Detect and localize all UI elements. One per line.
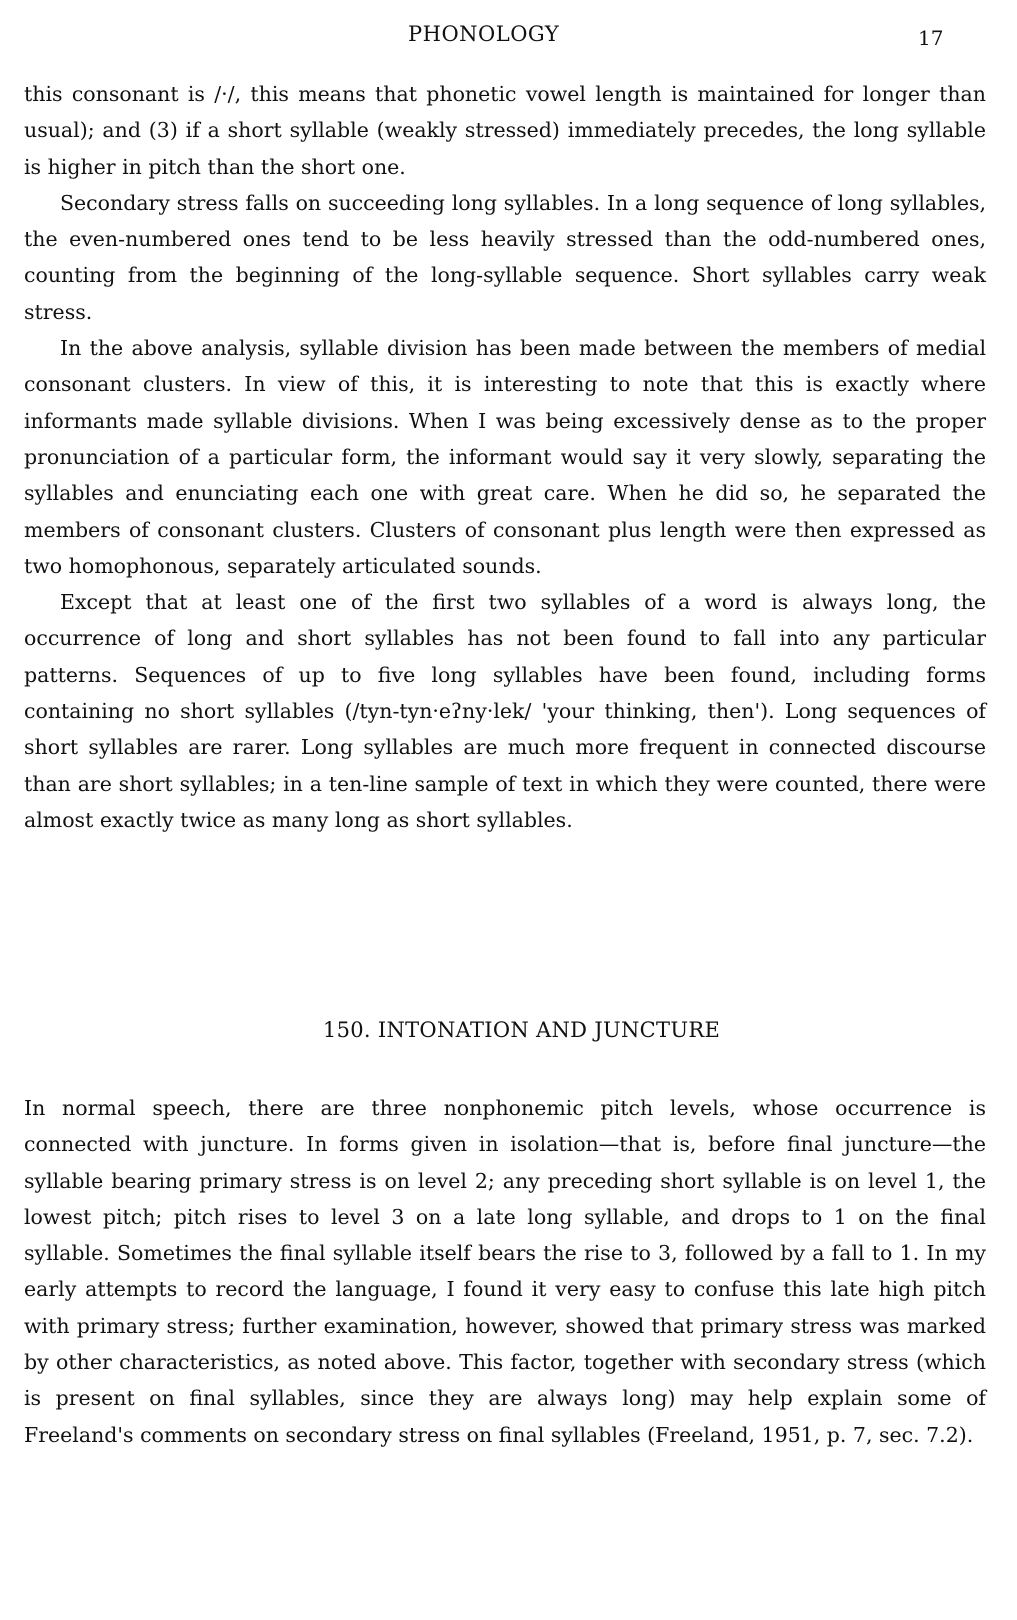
paragraph-syllable-patterns: Except that at least one of the first two syllables of a word is always long, the occurrence of long and short syllables has not been found to fall into any particular patterns. Sequences of up to five long syllables have been found, including forms containing no short syllables (/tyn-tyn·eʔny·lek/ 'your thinking, then'). Long sequences of short syllables are rarer. Long syllables are much more frequent in connected discourse than are short syllables; in a ten-line sample of text in which they were counted, there were almost exactly twice as many long as short syllables. xyxy=(24,590,986,832)
paragraph-intonation: In normal speech, there are three nonphonemic pitch levels, whose occurrence is connected with juncture. In forms given in isolation—that is, before final juncture—the syllable bearing primary stress is on level 2; any preceding short syllable is on level 1, the lowest pitch; pitch rises to level 3 on a late long syllable, and drops to 1 on the final syllable. Sometimes the final syllable itself bears the rise to 3, followed by a fall to 1. In my early attempts to record the language, I found it very easy to confuse this late high pitch with primary stress; further examination, however, showed that primary stress was marked by other characteristics, as noted above. This factor, together with secondary stress (which is present on final syllables, since they are always long) may help explain some of Freeland's comments on secondary stress on final syllables (Freeland, 1951, p. 7, sec. 7.2). xyxy=(24,1096,986,1447)
section-heading: 150. INTONATION AND JUNCTURE xyxy=(322,1018,721,1042)
body-text-section xyxy=(24,1090,986,1453)
paragraph-syllable-division: In the above analysis, syllable division has been made between the members of medial consonant clusters. In view of this, it is interesting to note that this is exactly where informants made syllable divisions. When I was being excessively dense as to the proper pronunciation of a particular form, the informant would say it very slowly, separating the syllables and enunciating each one with great care. When he did so, he separated the members of consonant clusters. Clusters of consonant plus length were then expressed as two homophonous, separately articulated sounds. xyxy=(24,336,986,578)
page-header xyxy=(0,22,1017,52)
running-head: PHONOLOGY xyxy=(408,22,560,46)
body-text-top xyxy=(24,76,986,838)
paragraph-continued: this consonant is /·/, this means that phonetic vowel length is maintained for longer than usual); and (3) if a short syllable (weakly stressed) immediately precedes, the long syllable is higher in pitch than the short one. xyxy=(24,82,986,179)
page-number: 17 xyxy=(918,26,944,50)
paragraph-secondary-stress: Secondary stress falls on succeeding long syllables. In a long sequence of long syllables, the even-numbered ones tend to be less heavily stressed than the odd-numbered ones, counting from the beginning of the long-syllable sequence. Short syllables carry weak stress. xyxy=(24,190,986,324)
